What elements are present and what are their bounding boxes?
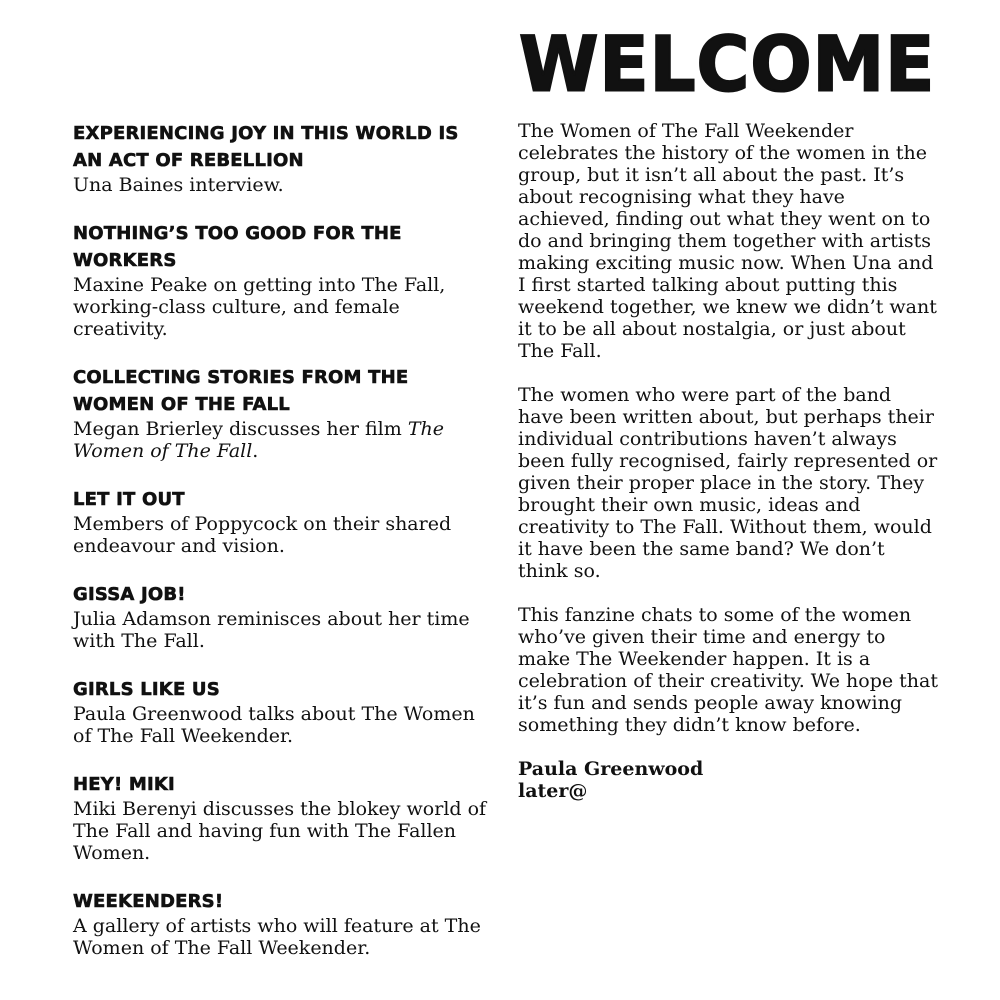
entry-description: Paula Greenwood talks about The Women of The Fall Weekender. [73, 703, 475, 747]
signature-name: Paula Greenwood [518, 758, 704, 780]
entry-heading: LET IT OUT [73, 489, 185, 510]
entry-description: Maxine Peake on getting into The Fall, working-class culture, and female creativity. [73, 274, 446, 340]
contents-entry [73, 486, 493, 557]
entry-heading: HEY! MIKI [73, 774, 175, 795]
entry-description: Una Baines interview. [73, 174, 284, 196]
entry-description-end: . [252, 440, 259, 462]
entry-description-text: Megan Brierley discusses her film [73, 418, 408, 440]
entry-heading: COLLECTING STORIES FROM THE WOMEN OF THE FALL [73, 367, 409, 415]
welcome-text [518, 120, 938, 802]
entry-description: Members of Poppycock on their shared endeavour and vision. [73, 513, 452, 557]
page-title: WELCOME [519, 19, 936, 109]
entry-description: Julia Adamson reminisces about her time with The Fall. [73, 608, 470, 652]
contents-entry [73, 220, 493, 340]
entry-description: A gallery of artists who will feature at The Women of The Fall Weekender. [73, 915, 481, 959]
contents-entry [73, 364, 493, 462]
entry-heading: NOTHING’S TOO GOOD FOR THE WORKERS [73, 223, 402, 271]
entry-description [73, 418, 493, 462]
contents-entry [73, 888, 493, 959]
entry-heading: GIRLS LIKE US [73, 679, 220, 700]
contents-entry [73, 120, 493, 196]
film-title: The Women of The Fall [73, 418, 444, 462]
contents-entry [73, 676, 493, 747]
welcome-paragraph: The Women of The Fall Weekender celebrates the history of the women in the group, but it isn’t all about the past. It’s about recognising what they have achieved, finding out what they went on to do and bringing them together with artists making exciting music now. When Una and I first started talking about putting this weekend together, we knew we didn’t want it to be all about nostalgia, or just about The Fall. [518, 120, 937, 362]
welcome-paragraph: The women who were part of the band have been written about, but perhaps their individual contributions haven’t always been fully recognised, fairly represented or given their proper place in the story. They brought their own music, ideas and creativity to The Fall. Without them, would it have been the same band? We don’t think so. [518, 384, 938, 582]
welcome-paragraph: This fanzine chats to some of the women who’ve given their time and energy to make The Weekender happen. It is a celebration of their creativity. We hope that it’s fun and sends people away knowing something they didn’t know before. [518, 604, 938, 736]
signature-handle: later@ [518, 780, 588, 802]
entry-heading: EXPERIENCING JOY IN THIS WORLD IS AN ACT OF REBELLION [73, 123, 459, 171]
entry-description: Miki Berenyi discusses the blokey world of The Fall and having fun with The Fallen Women. [73, 798, 487, 864]
entry-heading: WEEKENDERS! [73, 891, 224, 912]
contents-entry [73, 771, 493, 864]
contents-list [73, 120, 493, 983]
contents-entry [73, 581, 493, 652]
entry-heading: GISSA JOB! [73, 584, 186, 605]
